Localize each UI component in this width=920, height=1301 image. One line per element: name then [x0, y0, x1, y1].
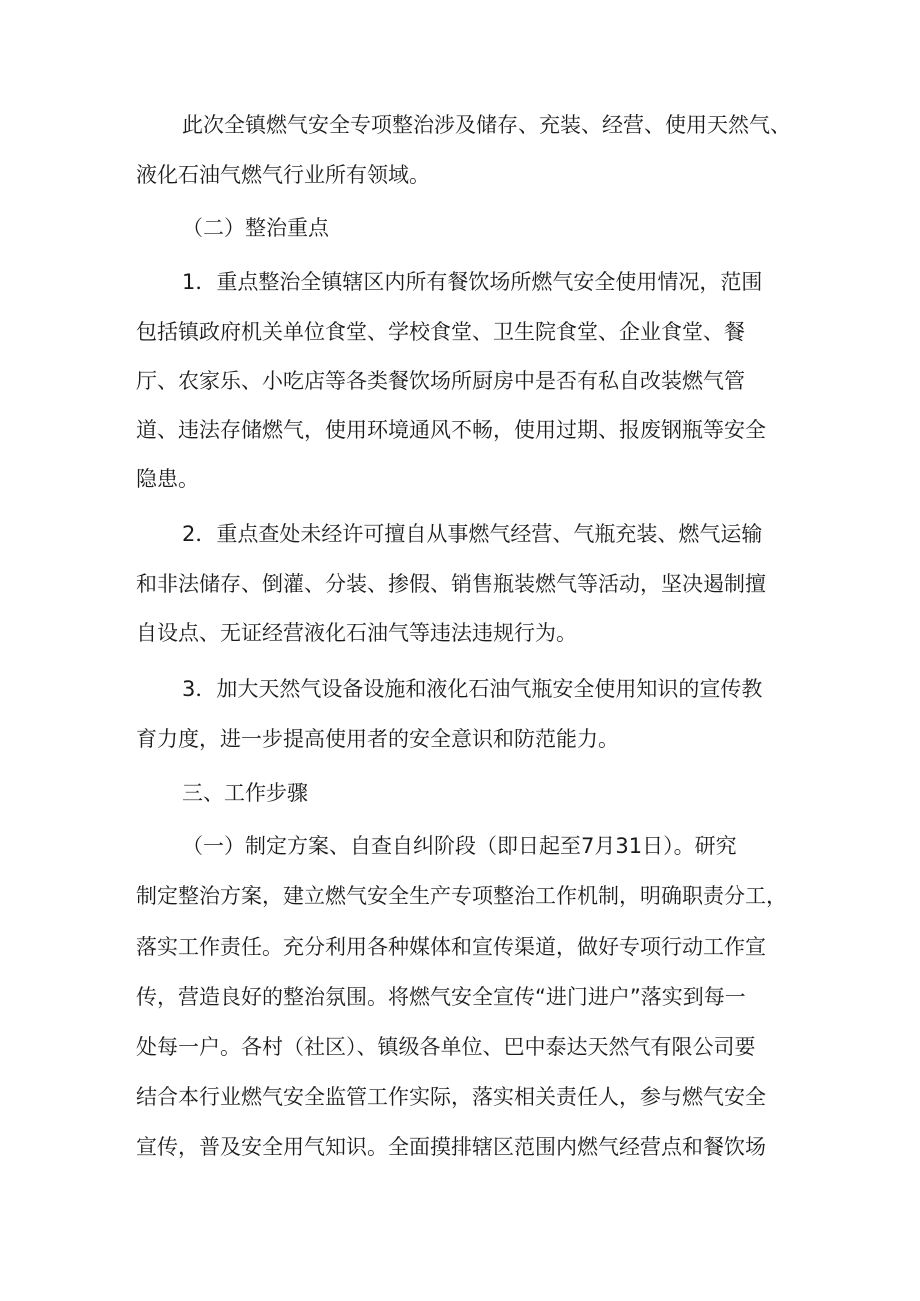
text-line: 厅、农家乐、小吃店等各类餐饮场所厨房中是否有私自改装燃气管	[136, 369, 745, 393]
text-line: 隐患。	[136, 467, 199, 491]
text-line: 结合本行业燃气安全监管工作实际，落实相关责任人，参与燃气安全	[136, 1085, 766, 1109]
text-line: 液化石油气燃气行业所有领域。	[136, 163, 430, 187]
text-line: （一）制定方案、自查自纠阶段（即日起至7月31日）。研究	[182, 834, 737, 858]
section-heading: 三、工作步骤	[182, 781, 308, 805]
text-line: 宣传，普及安全用气知识。全面摸排辖区范围内燃气经营点和餐饮场	[136, 1135, 766, 1159]
text-line: 处每一户。各村（社区）、镇级各单位、巴中泰达天然气有限公司要	[136, 1035, 756, 1059]
text-line: 包括镇政府机关单位食堂、学校食堂、卫生院食堂、企业食堂、餐	[136, 320, 745, 344]
text-line: 1．重点整治全镇辖区内所有餐饮场所燃气安全使用情况，范围	[182, 270, 763, 294]
text-line: 制定整治方案，建立燃气安全生产专项整治工作机制，明确职责分工，	[136, 884, 787, 908]
section-heading: （二）整治重点	[182, 216, 329, 240]
text-line: 2．重点查处未经许可擅自从事燃气经营、气瓶充装、燃气运输	[182, 522, 763, 546]
text-line: 此次全镇燃气安全专项整治涉及储存、充装、经营、使用天然气、	[182, 113, 791, 137]
text-line: 道、违法存储燃气，使用环境通风不畅，使用过期、报废钢瓶等安全	[136, 418, 766, 442]
text-line: 3．加大天然气设备设施和液化石油气瓶安全使用知识的宣传教	[182, 677, 763, 701]
text-line: 落实工作责任。充分利用各种媒体和宣传渠道，做好专项行动工作宣	[136, 935, 766, 959]
text-line: 传，营造良好的整治氛围。将燃气安全宣传“进门进户”落实到每一	[136, 985, 746, 1009]
text-line: 和非法储存、倒灌、分装、掺假、销售瓶装燃气等活动，坚决遏制擅	[136, 572, 766, 596]
text-line: 自设点、无证经营液化石油气等违法违规行为。	[136, 621, 577, 645]
text-line: 育力度，进一步提高使用者的安全意识和防范能力。	[136, 727, 619, 751]
